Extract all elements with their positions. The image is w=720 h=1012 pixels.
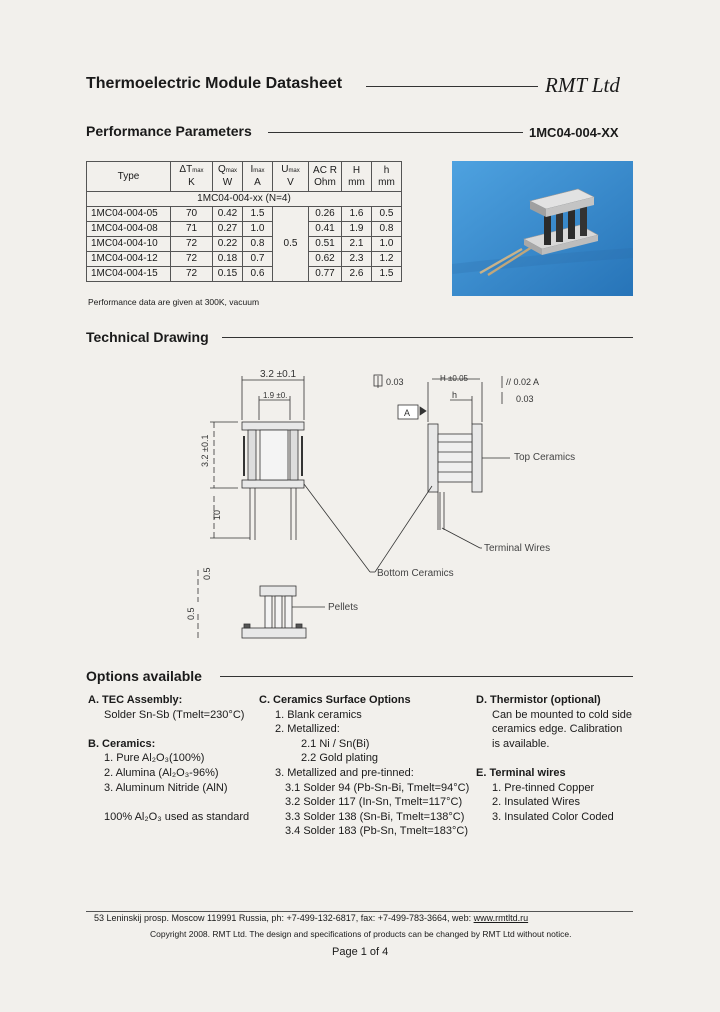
col-header: Umax V xyxy=(273,162,309,192)
options-rule xyxy=(220,676,633,677)
cell: 72 xyxy=(171,267,213,282)
cell: 0.77 xyxy=(309,267,342,282)
model-number: 1MC04-004-XX xyxy=(529,125,619,140)
options-col-3 xyxy=(476,693,646,824)
cell: 0.42 xyxy=(213,207,243,222)
col-header: Qmax W xyxy=(213,162,243,192)
cell: 1MC04-004-05 xyxy=(87,207,171,222)
h-tolerance: H ±0.05 xyxy=(440,374,468,383)
technical-drawing xyxy=(180,362,600,652)
option-heading: A. TEC Assembly: xyxy=(88,694,183,706)
cell: 1.2 xyxy=(372,252,402,267)
option-item: 1. Blank ceramics xyxy=(275,708,362,721)
option-item: 3.1 Solder 94 (Pb-Sn-Bi, Tmelt=94°C) xyxy=(285,781,470,794)
cell: 0.7 xyxy=(243,252,273,267)
option-item: 3.3 Solder 138 (Sn-Bi, Tmelt=138°C) xyxy=(285,810,465,823)
cell: 1.9 xyxy=(342,222,372,237)
label-pellets: Pellets xyxy=(328,602,359,613)
cell: 72 xyxy=(171,237,213,252)
page-number: Page 1 of 4 xyxy=(332,946,389,958)
dim-top-width: 3.2 ±0.1 xyxy=(260,369,297,380)
performance-title: Performance Parameters xyxy=(86,123,252,139)
brand-logo: RMT Ltd xyxy=(545,73,620,97)
table-row xyxy=(87,252,402,267)
option-item: 2. Alumina (Al₂O₃-96%) xyxy=(104,766,219,779)
option-heading: B. Ceramics: xyxy=(88,737,156,750)
cell: 1.5 xyxy=(243,207,273,222)
dim-wire-length: 10 xyxy=(212,509,222,520)
cell: 71 xyxy=(171,222,213,237)
option-item: ceramics edge. Calibration xyxy=(492,723,623,736)
pellet xyxy=(556,210,563,242)
cell: 0.15 xyxy=(213,267,243,282)
options-col-2 xyxy=(259,693,479,839)
pellet xyxy=(544,213,551,245)
col-header: h mm xyxy=(372,162,402,192)
group-row xyxy=(87,192,402,207)
option-heading: E. Terminal wires xyxy=(476,766,566,779)
dim-inner-width: 1.9 ±0. xyxy=(263,391,288,400)
cell: 0.22 xyxy=(213,237,243,252)
option-item: 2. Metallized: xyxy=(275,723,340,736)
performance-table xyxy=(86,161,402,282)
cell: 0.8 xyxy=(372,222,402,237)
document-title: Thermoelectric Module Datasheet xyxy=(86,75,343,92)
pellet xyxy=(568,207,575,239)
cell: 70 xyxy=(171,207,213,222)
website-link[interactable]: www.rmtltd.ru xyxy=(473,913,529,923)
option-item: 1. Pre-tinned Copper xyxy=(492,781,595,794)
cell: 1.6 xyxy=(342,207,372,222)
parallel-tolerance: // 0.02 A xyxy=(506,377,540,387)
cell: 0.27 xyxy=(213,222,243,237)
footer-rule xyxy=(86,911,633,912)
footer-address xyxy=(94,913,528,923)
cell: 2.6 xyxy=(342,267,372,282)
cell: 0.5 xyxy=(372,207,402,222)
col-header: AC R Ohm xyxy=(309,162,342,192)
footer-copyright: Copyright 2008. RMT Ltd. The design and specifications of products can be changed by RMT Ltd without notice. xyxy=(150,929,572,939)
dim-height: 3.2 ±0.1 xyxy=(200,434,210,467)
pellet xyxy=(580,204,587,236)
option-item: 3.2 Solder 117 (In-Sn, Tmelt=117°C) xyxy=(285,796,463,809)
dim-a: 0.5 xyxy=(202,567,212,580)
option-item: 1. Pure Al₂O₃(100%) xyxy=(104,752,205,765)
dim-b: 0.5 xyxy=(186,607,196,620)
cell: 1.0 xyxy=(372,237,402,252)
label-terminal-wires: Terminal Wires xyxy=(484,543,551,554)
drawing-title: Technical Drawing xyxy=(86,329,209,345)
option-item: is available. xyxy=(492,737,550,750)
cell: 2.3 xyxy=(342,252,372,267)
circle-tolerance: 0.03 xyxy=(516,394,534,404)
cell: 0.41 xyxy=(309,222,342,237)
cell: 0.26 xyxy=(309,207,342,222)
address-text: 53 Leninskij prosp. Moscow 119991 Russia, ph: +7-499-132-6817, fax: +7-499-783-3664, web: xyxy=(94,913,472,923)
drawing-rule xyxy=(222,337,633,338)
option-item: 3. Aluminum Nitride (AlN) xyxy=(104,781,228,794)
group-label: 1MC04-004-xx (N=4) xyxy=(87,192,402,207)
performance-rule xyxy=(268,132,523,133)
u-max-shared-cell: 0.5 xyxy=(273,207,309,282)
cell: 1MC04-004-12 xyxy=(87,252,171,267)
cell: 0.6 xyxy=(243,267,273,282)
option-item: Solder Sn-Sb (Tmelt=230°C) xyxy=(104,708,245,721)
col-header: ΔTmax K xyxy=(171,162,213,192)
header-rule xyxy=(366,86,538,87)
cell: 1MC04-004-10 xyxy=(87,237,171,252)
cell: 1MC04-004-08 xyxy=(87,222,171,237)
table-row xyxy=(87,207,402,222)
cell: 0.8 xyxy=(243,237,273,252)
option-item: 100% Al₂O₃ used as standard xyxy=(104,810,250,823)
flatness-tolerance: 0.03 xyxy=(386,377,404,387)
cell: 0.51 xyxy=(309,237,342,252)
options-col-1 xyxy=(88,693,258,824)
option-item: Can be mounted to cold side xyxy=(492,708,633,721)
cell: 2.1 xyxy=(342,237,372,252)
col-header: Imax A xyxy=(243,162,273,192)
option-item: 2. Insulated Wires xyxy=(492,796,581,809)
option-item xyxy=(88,795,258,810)
table-header-row xyxy=(87,162,402,192)
option-heading: D. Thermistor (optional) xyxy=(476,694,601,706)
h-label: h xyxy=(452,390,458,400)
cell: 1MC04-004-15 xyxy=(87,267,171,282)
label-bottom-ceramics: Bottom Ceramics xyxy=(377,568,454,579)
label-top-ceramics: Top Ceramics xyxy=(514,452,576,463)
table-note: Performance data are given at 300K, vacuum xyxy=(88,297,260,307)
cell: 1.5 xyxy=(372,267,402,282)
options-title: Options available xyxy=(86,668,202,684)
cell: 0.18 xyxy=(213,252,243,267)
col-header: H mm xyxy=(342,162,372,192)
col-header: Type xyxy=(87,162,171,192)
option-item: 3. Insulated Color Coded xyxy=(492,810,614,823)
cell: 1.0 xyxy=(243,222,273,237)
option-item: 3.4 Solder 183 (Pb-Sn, Tmelt=183°C) xyxy=(285,825,469,838)
product-photo xyxy=(452,161,633,296)
option-item: 2.1 Ni / Sn(Bi) xyxy=(301,737,370,750)
option-item xyxy=(88,722,258,737)
option-item: 3. Metallized and pre-tinned: xyxy=(275,766,414,779)
cell: 72 xyxy=(171,252,213,267)
datum-label: A xyxy=(404,408,411,418)
table-row xyxy=(87,222,402,237)
table-row xyxy=(87,237,402,252)
option-item xyxy=(476,751,646,766)
option-heading: C. Ceramics Surface Options xyxy=(259,694,411,706)
option-item: 2.2 Gold plating xyxy=(301,752,379,765)
cell: 0.62 xyxy=(309,252,342,267)
table-row xyxy=(87,267,402,282)
